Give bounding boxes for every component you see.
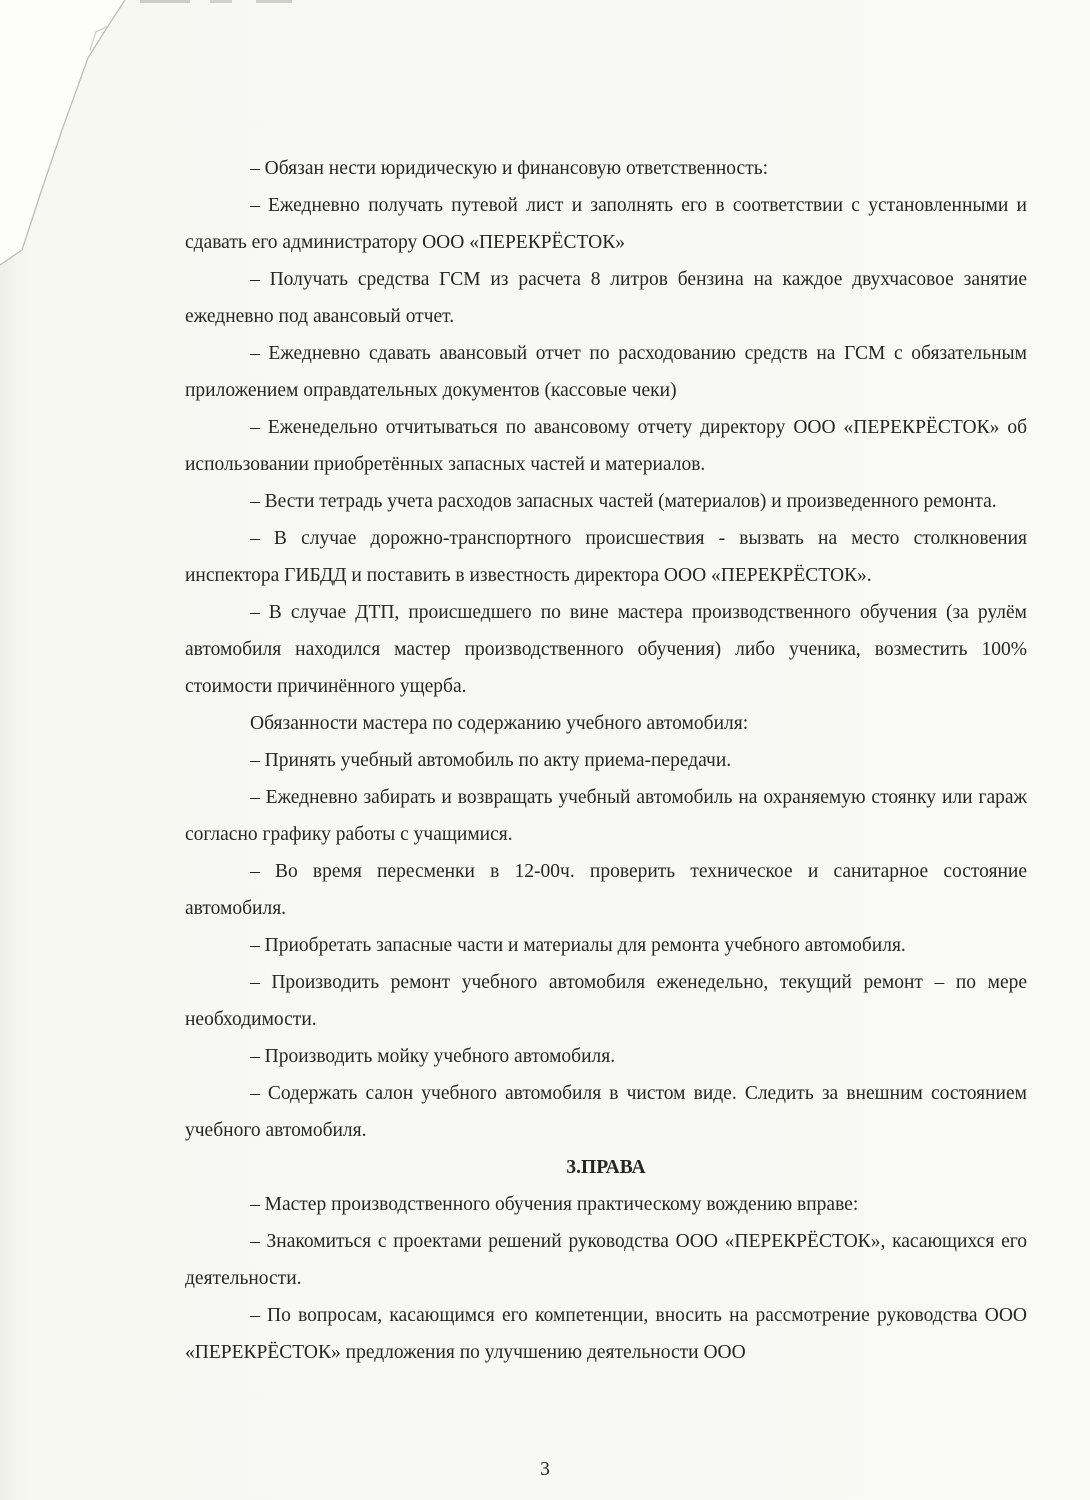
fold-flap xyxy=(0,0,125,265)
paragraph: – Вести тетрадь учета расходов запасных частей (материалов) и произведенного ремонта. xyxy=(250,491,997,512)
paragraph: – Обязан нести юридическую и финансовую ответственность: xyxy=(250,158,769,179)
scan-mark xyxy=(140,0,190,3)
paragraph: – В случае ДТП, происшедшего по вине мастера производственного обучения (за рулём автомобиля находился мастер производственного обучения) либо ученика, возместить 100% стоимости причинённого ущерба. xyxy=(185,602,1027,697)
paragraph: – Приобретать запасные части и материалы для ремонта учебного автомобиля. xyxy=(250,935,906,956)
scan-mark xyxy=(256,0,292,3)
paragraph: – Ежедневно забирать и возвращать учебный автомобиль на охраняемую стоянку или гараж согласно графику работы с учащимися. xyxy=(185,787,1027,845)
paragraph: – Принять учебный автомобиль по акту приема-передачи. xyxy=(250,750,732,771)
paragraph: – Производить ремонт учебного автомобиля еженедельно, текущий ремонт – по мере необходимости. xyxy=(185,972,1027,1030)
paragraph: – Еженедельно отчитываться по авансовому отчету директору ООО «ПЕРЕКРЁСТОК» об использовании приобретённых запасных частей и материалов. xyxy=(185,417,1027,475)
page-number: 3 xyxy=(540,1459,550,1480)
scan-mark xyxy=(210,0,232,3)
section-heading: 3.ПРАВА xyxy=(566,1157,646,1178)
paragraph: – Производить мойку учебного автомобиля. xyxy=(250,1046,616,1067)
subsection-label: Обязанности мастера по содержанию учебного автомобиля: xyxy=(250,713,749,734)
paragraph: – В случае дорожно-транспортного происшествия - вызвать на место столкновения инспектора ГИБДД и поставить в известность директора ООО «ПЕРЕКРЁСТОК». xyxy=(185,528,1027,586)
paragraph: – Получать средства ГСМ из расчета 8 литров бензина на каждое двухчасовое занятие ежедневно под авансовый отчет. xyxy=(185,269,1027,327)
folded-corner xyxy=(0,0,140,270)
paragraph: – Ежедневно получать путевой лист и заполнять его в соответствии с установленными и сдавать его администратору ООО «ПЕРЕКРЁСТОК» xyxy=(185,195,1027,253)
paragraph: – Знакомиться с проектами решений руководства ООО «ПЕРЕКРЁСТОК», касающихся его деятельности. xyxy=(185,1231,1027,1289)
document-body xyxy=(185,150,1027,1371)
paragraph: – Во время пересменки в 12-00ч. проверить техническое и санитарное состояние автомобиля. xyxy=(185,861,1027,919)
paragraph: – Содержать салон учебного автомобиля в чистом виде. Следить за внешним состоянием учебного автомобиля. xyxy=(185,1083,1027,1141)
paragraph: – По вопросам, касающимся его компетенции, вносить на рассмотрение руководства ООО «ПЕРЕКРЁСТОК» предложения по улучшению деятельности ООО xyxy=(185,1305,1027,1363)
paragraph: – Мастер производственного обучения практическому вождению вправе: xyxy=(250,1194,859,1215)
paragraph: – Ежедневно сдавать авансовый отчет по расходованию средств на ГСМ с обязательным приложением оправдательных документов (кассовые чеки) xyxy=(185,343,1027,401)
